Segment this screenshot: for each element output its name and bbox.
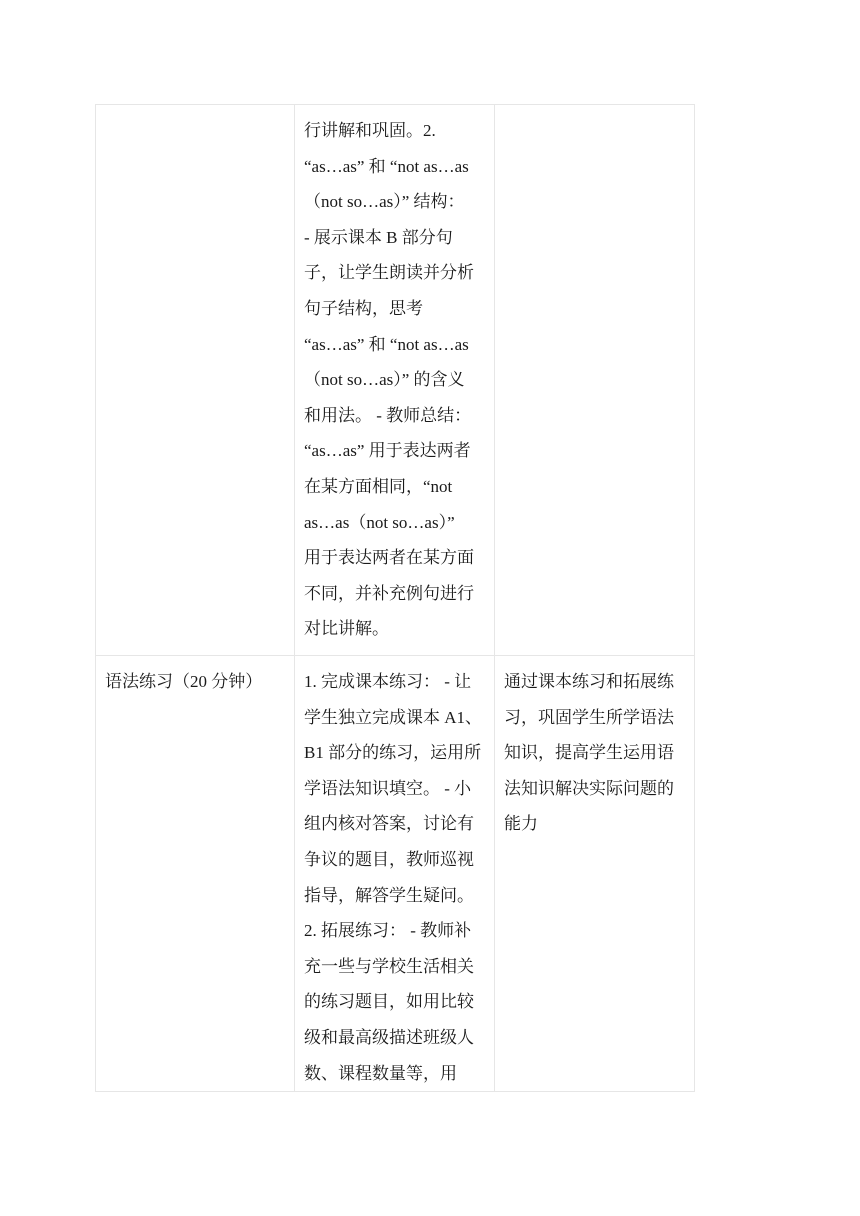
activity-line: 指导，解答学生疑问。 [304, 885, 474, 905]
activity-line: 在某方面相同，“not [304, 476, 453, 496]
activity-line: 2. 拓展练习： - 教师补 [304, 921, 472, 941]
activity-line: 充一些与学校生活相关 [304, 956, 474, 976]
stage-cell [96, 105, 295, 656]
activity-line: 对比讲解。 [304, 619, 389, 639]
activity-line: 级和最高级描述班级人 [304, 1027, 474, 1047]
activity-line: 学语法知识填空。 - 小 [304, 778, 472, 798]
activity-line: 和用法。 - 教师总结： [304, 405, 472, 425]
activity-line: 用于表达两者在某方面 [304, 548, 474, 568]
activity-cell [295, 105, 495, 656]
stage-text: 语法练习（20 分钟） [105, 672, 263, 691]
table-row [96, 105, 695, 656]
activity-line: “as…as” 用于表达两者 [304, 441, 471, 461]
lesson-plan-table [95, 104, 695, 1092]
purpose-cell [495, 105, 695, 656]
activity-line: 行讲解和巩固。2. [304, 121, 436, 140]
activity-cell [295, 656, 495, 1092]
activity-line: 1. 完成课本练习： - 让 [304, 672, 472, 691]
purpose-line: 能力 [504, 814, 538, 834]
activity-line: “as…as” 和 “not as…as [304, 156, 469, 176]
activity-line: “as…as” 和 “not as…as [304, 334, 469, 354]
purpose-line: 法知识解决实际问题的 [504, 778, 674, 798]
purpose-cell [495, 656, 695, 1092]
activity-line: as…as（not so…as）” [304, 512, 455, 532]
purpose-line: 习，巩固学生所学语法 [504, 707, 674, 727]
activity-line: 争议的题目，教师巡视 [304, 849, 474, 869]
activity-line: 子，让学生朗读并分析 [304, 263, 474, 283]
activity-line: 组内核对答案，讨论有 [304, 814, 474, 834]
activity-line: B1 部分的练习，运用所 [304, 743, 482, 763]
activity-line: 的练习题目，如用比较 [304, 992, 474, 1012]
activity-line: （not so…as）” 的含义 [304, 370, 465, 390]
purpose-line: 知识，提高学生运用语 [504, 743, 674, 763]
activity-line: 学生独立完成课本 A1、 [304, 707, 483, 727]
stage-cell [96, 656, 295, 1092]
activity-line: 不同，并补充例句进行 [304, 583, 474, 603]
purpose-line: 通过课本练习和拓展练 [504, 672, 674, 691]
activity-line: 数、课程数量等，用 [304, 1063, 457, 1083]
activity-line: （not so…as）” 结构： [304, 192, 465, 212]
table-row [96, 656, 695, 1092]
activity-line: 句子结构，思考 [304, 298, 423, 318]
activity-line: - 展示课本 B 部分句 [304, 227, 453, 247]
